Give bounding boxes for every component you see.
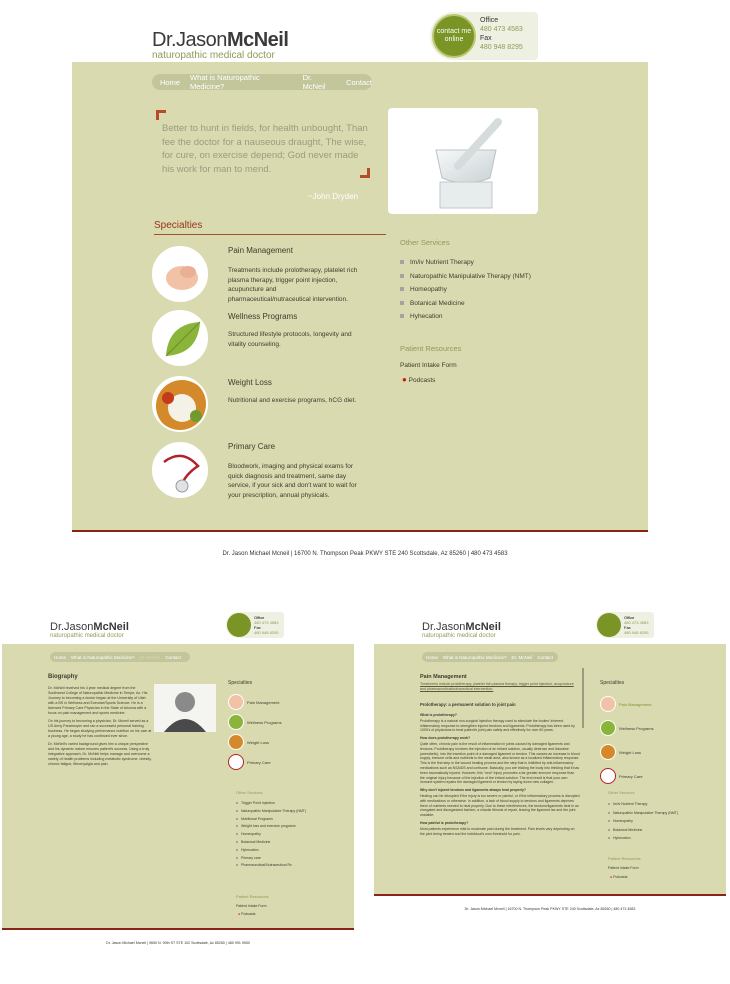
logo[interactable]: [152, 29, 312, 61]
bio-nav-contact[interactable]: Contact: [165, 654, 181, 660]
bio-logo-tagline: naturopathic medical doctor: [50, 633, 124, 639]
pain-faq-question: How does prolotherapy work?: [420, 736, 471, 741]
pain-service-item[interactable]: Botanical Medicine: [608, 826, 678, 835]
bio-office-label: Office: [254, 615, 265, 620]
bio-paragraph: Dr. McNeil's varied background gives him a unique perspective and his dynamic nature ensures patient's success. Using a truly integrative approach, Dr. McNeil helps manage and overcome a variety of health problems including metabolic syndrome, obesity, chronic fatigue, fibromyalgia and pain.: [48, 742, 152, 766]
weight-loss-desc: Nutritional and exercise programs, hCG diet.: [228, 397, 357, 404]
intake-form-link[interactable]: Patient Intake Form: [400, 362, 457, 369]
nav-naturopathic[interactable]: What is Naturopathic Medicine?: [190, 73, 260, 91]
pain-other-services-heading: Other Services: [608, 790, 635, 795]
pain-nav-home[interactable]: Home: [426, 654, 439, 660]
other-services-list: [400, 256, 531, 324]
bio-podcasts-link[interactable]: ● Podcasts: [238, 912, 256, 916]
fax-phone: 480 948 8295: [480, 44, 523, 51]
pain-specialty-item[interactable]: Wellness Programs: [600, 716, 720, 740]
quote-corner-tl: [156, 110, 166, 120]
contact-box: [430, 12, 538, 60]
pain-specialties-heading: Specialties: [600, 680, 625, 686]
pain-specialty-item[interactable]: Weight Loss: [600, 740, 720, 764]
bio-sheet: [2, 644, 354, 930]
bio-paragraph: On his journey to becoming a physician, Dr. Mcneil served as a US Army Paratrooper and ran a successful personal training business. He began studying performance nutrition on his own at a young age, a study he has continued ever since.: [48, 719, 152, 738]
logo-last: McNeil: [226, 29, 289, 51]
bio-nav-mcneil[interactable]: Dr. McNeil: [139, 654, 161, 660]
office-phone: 480 473 4583: [480, 26, 523, 33]
bio-fax-label: Fax: [254, 625, 261, 630]
bio-intake-link[interactable]: Patient Intake Form: [236, 904, 267, 908]
contact-badge-line2: online: [444, 36, 464, 43]
podcast-pin-icon: ●: [402, 375, 407, 384]
weight-loss-title[interactable]: Weight Loss: [228, 378, 272, 387]
nav-mcneil[interactable]: Dr. McNeil: [302, 73, 326, 91]
bio-other-services-heading: Other Services: [236, 790, 263, 795]
bio-nav-naturopathic[interactable]: What is Naturopathic Medicine?: [71, 654, 135, 660]
bio-patient-resources-heading: Patient Resources: [236, 894, 269, 899]
bio-service-item[interactable]: Naturopathic Manipulative Therapy (NMT): [236, 808, 306, 816]
pain-specialty-item[interactable]: Pain Management: [600, 692, 720, 716]
logo-tagline: naturopathic medical doctor: [152, 50, 275, 61]
pain-faq-answer: Healing can be disrupted if the injury is too severe or painful, or if the inflammatory process is disrupted with medications or otherwise. In addition, a lack of blood supply to tendons and ligaments deprives them of nutrients needed to heal properly. Due to these interferences, the tendons/ligaments heal in an elongated and disorganized fashion, a chaotic fibrosis of repair, leaving the ligament lax and the joint unstable.: [420, 793, 580, 818]
pain-faq-answer: Most patients experience mild to moderate pain during the treatment. Pain levels vary depending on the joint being treated and the individual's own threshold for pain.: [420, 826, 575, 836]
main-footer: Dr. Jason Michael Mcneil | 16700 N. Thompson Peak PKWY STE 240 Scottsdale, Az 85260 | 480 473 4583: [222, 551, 508, 557]
bio-service-item[interactable]: Hyhecation: [236, 847, 306, 855]
bio-services-list: [236, 800, 306, 870]
logo-first: Dr.Jason: [152, 29, 227, 51]
pain-fax-label: Fax: [624, 625, 631, 630]
pain-management-title[interactable]: Pain Management: [228, 246, 293, 255]
bio-nav-home[interactable]: Home: [54, 654, 67, 660]
pain-sheet: [374, 644, 726, 896]
pain-faq-question: What is prolotherapy?: [420, 713, 457, 717]
bio-service-item[interactable]: Botanical Medicine: [236, 839, 306, 847]
service-item[interactable]: Naturopathic Manipulative Therapy (NMT): [400, 270, 531, 284]
bio-fax-phone: 480 948 8295: [254, 630, 279, 635]
pain-footer: Dr. Jason Michael Mcneil | 16700 N. Thompson Peak PKWY STE 240 Scottsdale, Az 85260 | 480 473 4583: [464, 907, 636, 911]
pain-title: Pain Management: [420, 674, 467, 680]
pain-office-phone: 480 473 4583: [624, 620, 649, 625]
main-sheet: [72, 62, 648, 532]
bio-title: Biography: [48, 674, 78, 680]
pain-logo-tagline: naturopathic medical doctor: [422, 633, 496, 639]
pain-logo-first: Dr.Jason: [422, 621, 466, 633]
bio-service-item[interactable]: Primary care: [236, 855, 306, 863]
other-services-heading: Other Services: [400, 238, 450, 247]
service-item[interactable]: Hyhecation: [400, 310, 531, 324]
service-item[interactable]: Im/iv Nutrient Therapy: [400, 256, 531, 270]
pain-contact-box: [596, 612, 654, 638]
pain-service-item[interactable]: Im/iv Nutrient Therapy: [608, 800, 678, 809]
quote-text: Better to hunt in fields, for health unbought, Than fee the doctor for a nauseous draught, The wise, for cure, on exercise depend; God never made his work for man to mend.: [162, 123, 368, 175]
pain-logo-last: McNeil: [465, 621, 501, 633]
bio-office-phone: 480 473 4583: [254, 620, 279, 625]
bio-footer: Dr. Jason Michael Mcneil | 9650 N. 90th ST STE 102 Scottsdale, Az 85260 | 480 991 9550: [106, 941, 250, 945]
pain-fax-phone: 480 948 8295: [624, 630, 649, 635]
bio-specialty-item[interactable]: Wellness Programs: [228, 712, 348, 732]
wellness-image[interactable]: [152, 310, 208, 366]
pain-management-desc: Treatments include prolotherapy, platelet rich plasma therapy, trigger point injection, acupuncture and pharmaceutical/nutraceutical intervention.: [228, 267, 358, 303]
wellness-title[interactable]: Wellness Programs: [228, 312, 298, 321]
mortar-pestle-image: [388, 108, 538, 214]
pain-contact-badge[interactable]: [597, 613, 621, 637]
main-nav: [152, 74, 372, 90]
bio-specialties-heading: Specialties: [228, 680, 253, 686]
pain-specialties-list: [600, 692, 720, 788]
pain-nav: [422, 652, 558, 662]
pain-service-item[interactable]: Homeopathy: [608, 817, 678, 826]
contact-badge-line1: contact me: [436, 28, 472, 35]
bio-service-item[interactable]: Weight loss and exercise programs: [236, 823, 306, 831]
pain-podcast-pin-icon: ●: [610, 875, 613, 879]
pain-body: [420, 712, 580, 888]
pain-service-item[interactable]: Naturopathic Manipulative Therapy (NMT): [608, 809, 678, 818]
bio-specialty-item[interactable]: Weight Loss: [228, 732, 348, 752]
nav-home[interactable]: Home: [160, 77, 181, 87]
specialties-heading: Specialties: [154, 220, 203, 231]
pain-services-list: [608, 800, 678, 843]
pain-patient-resources-heading: Patient Resources: [608, 856, 641, 861]
specialties-divider: [154, 234, 386, 235]
primary-care-image[interactable]: [152, 442, 208, 498]
bio-specialty-item[interactable]: Pain Management: [228, 692, 348, 712]
pain-faq-question: How painful is prolotherapy?: [420, 820, 469, 825]
primary-care-desc: Bloodwork, imaging and physical exams for quick diagnosis and treatment, same day service, if your sick and don't want to wait for your prescription, annual physicals.: [228, 463, 357, 499]
podcasts-link[interactable]: ● Podcasts: [402, 375, 436, 384]
quote-corner-br: [360, 168, 370, 178]
quote-author: ~John Dryden: [308, 192, 359, 201]
pain-management-image[interactable]: [152, 246, 208, 302]
contact-online-button[interactable]: [432, 14, 476, 58]
pain-nav-contact[interactable]: Contact: [537, 654, 553, 660]
pain-nav-mcneil[interactable]: Dr. McNeil: [511, 654, 533, 660]
bio-specialty-item[interactable]: Primary Care: [228, 752, 348, 772]
bio-logo-last: McNeil: [93, 621, 129, 633]
service-item[interactable]: Homeopathy: [400, 283, 531, 297]
bio-logo-first: Dr.Jason: [50, 621, 94, 633]
primary-care-title[interactable]: Primary Care: [228, 442, 276, 451]
fax-label: Fax: [480, 35, 492, 42]
bio-service-item[interactable]: Trigger Point Injection: [236, 800, 306, 808]
nav-contact[interactable]: Contact: [346, 77, 372, 87]
pain-podcasts-link[interactable]: ● Podcasts: [610, 875, 628, 879]
bio-paragraph: Dr. McNeil received his 4 year medical degree from the Southwest College of Naturopathic Medicine in Tempe, Az. His Journey to becoming a doctor began at the University of Utah with a BS in Wellness and Exercise/Sports Science. He is a licensed Primary Care Physician in the State of Arizona with a focus on pain management and sports medicine.: [48, 686, 148, 715]
weight-loss-image[interactable]: [152, 376, 208, 432]
pain-faq-question: Why don't injured tendons and ligaments always heal properly?: [420, 788, 527, 793]
pain-subtitle: Prolotherapy: a permanent solution to joint pain: [420, 702, 516, 707]
bio-podcast-pin-icon: ●: [238, 912, 241, 916]
service-item[interactable]: Botanical Medicine: [400, 297, 531, 311]
pain-office-label: Office: [624, 615, 635, 620]
bio-nav: [50, 652, 190, 662]
bio-specialties-list: [228, 692, 348, 772]
bio-portrait: [154, 684, 216, 732]
bio-contact-badge[interactable]: [227, 613, 251, 637]
bio-logo[interactable]: [50, 622, 129, 639]
bio-service-item[interactable]: Nutritional Programs: [236, 816, 306, 824]
bio-contact-box: [226, 612, 284, 638]
pain-scrollbar[interactable]: [582, 668, 584, 728]
office-label: Office: [480, 17, 499, 24]
bio-service-item[interactable]: Pharmaceutical/Nutraceutical Rx: [236, 862, 306, 870]
bio-service-item[interactable]: Homeopathy: [236, 831, 306, 839]
pain-nav-naturopathic[interactable]: What is Naturopathic Medicine?: [443, 654, 507, 660]
pain-service-item[interactable]: Hyhecation: [608, 834, 678, 843]
pain-logo[interactable]: [422, 622, 501, 639]
bio-text: [48, 686, 152, 767]
pain-intro: Treatments include prolotherapy, platelet rich plasma therapy, trigger point injection, acupuncture and pharmaceutical/nutraceutical intervention.: [420, 682, 574, 691]
pain-faq-answer: Quite often, chronic pain is the result of inflammation in joints caused by damaged ligaments and tendons. Prolotherapy involves the injection of an irritant solution, usually dextrose and lidocaine (anesthetic), into the insertion point of a damaged ligament or tendon. This causes an increase in blood supply, immune cells and nutrients to the weak area, also known as a localized inflammatory response. This is the first step in the wound healing process and the step that is inhibited by anti-inflammatory medications such as NSAIDS and cortisone. Basically, you are tricking the body into thinking that it has been traumatically injured. However, this "new" injury promotes a far greater immune response than the original injury because of the injection of the irritant solution. The end result is that your own immune system repairs the damaged ligament or tendon by laying down new collagen.: [420, 741, 580, 785]
pain-specialty-item[interactable]: Primary Care: [600, 764, 720, 788]
wellness-desc: Structured lifestyle protocols, longevity and vitality counseling.: [228, 331, 352, 348]
patient-resources-heading: Patient Resources: [400, 344, 462, 353]
pain-intake-link[interactable]: Patient Intake Form: [608, 866, 639, 870]
pain-faq-answer: Prolotherapy is a natural non-surgical injection therapy used to stimulate the bodies' inherent inflammatory response to strengthen injured tendons and ligaments. Prolotherapy has been used by 1000's of physicians to treat patient's joint pain safely and effectively for over 60 years.: [420, 718, 575, 733]
